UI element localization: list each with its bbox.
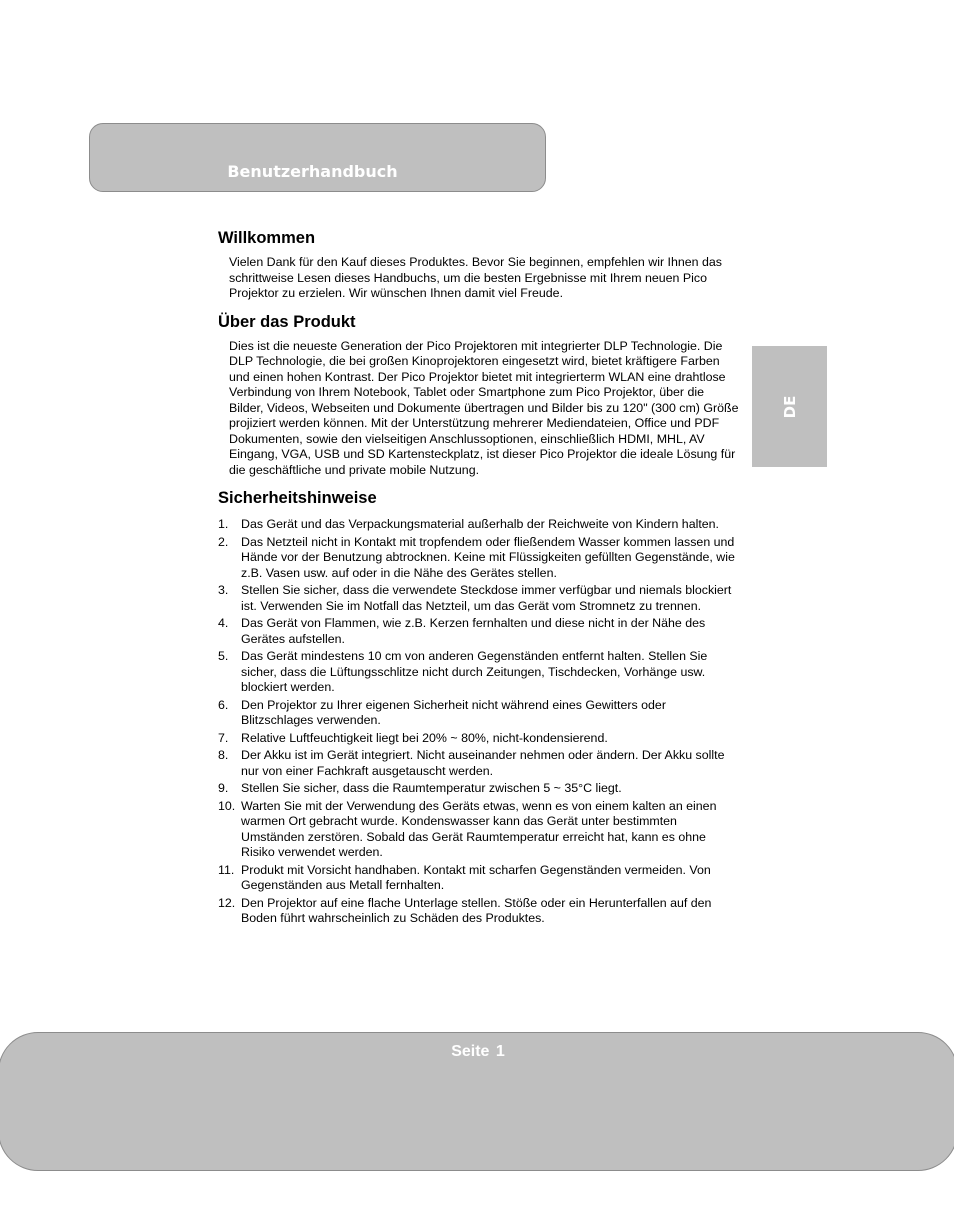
- list-item-number: 12.: [218, 895, 236, 910]
- welcome-text: Vielen Dank für den Kauf dieses Produktes. Bevor Sie beginnen, empfehlen wir Ihnen das schrittweise Lesen dieses Handbuchs, um die besten Ergebnisse mit Ihrem neuen Pico Projektor zu erzielen. Wir wünschen Ihnen damit viel Freude.: [229, 255, 722, 300]
- list-item-number: 1.: [218, 517, 229, 531]
- list-item-text: Relative Luftfeuchtigkeit liegt bei 20% ~ 80%, nicht-kondensierend.: [241, 730, 608, 745]
- list-item-text: Der Akku ist im Gerät integriert. Nicht auseinander nehmen oder ändern. Der Akku sollte nur von einer Fachkraft ausgetauscht werden.: [241, 748, 725, 778]
- list-item-number: 2.: [218, 534, 229, 549]
- list-item: [218, 583, 740, 614]
- list-item-text: Das Netzteil nicht in Kontakt mit tropfendem oder fließendem Wasser kommen lassen und Hände vor der Benutzung abtrocknen. Keine mit Flüssigkeiten gefüllten Gegenstände, wie z.B. Vasen usw. auf oder in die Nähe des Gerätes stellen.: [241, 534, 735, 580]
- list-item-number: 4.: [218, 616, 229, 630]
- list-item-text: Das Gerät und das Verpackungsmaterial außerhalb der Reichweite von Kindern halten.: [241, 517, 720, 531]
- list-item: [218, 748, 740, 779]
- list-item: [218, 863, 740, 894]
- document-title: Benutzerhandbuch: [227, 162, 398, 181]
- language-label: DE: [780, 395, 799, 418]
- list-item: [218, 649, 740, 696]
- list-item: [218, 799, 740, 861]
- main-content: [218, 228, 740, 929]
- list-item: [218, 781, 740, 797]
- list-item-text: Produkt mit Vorsicht handhaben. Kontakt mit scharfen Gegenständen vermeiden. Von Gegenständen aus Metall fernhalten.: [241, 862, 711, 892]
- list-item: [218, 517, 740, 533]
- footer-band: [0, 1032, 954, 1171]
- list-item-number: 7.: [218, 730, 229, 745]
- list-item-number: 6.: [218, 697, 229, 712]
- header-tab: [89, 123, 546, 192]
- language-tab: [752, 346, 827, 467]
- about-text: Dies ist die neueste Generation der Pico Projektoren mit integrierter DLP Technologie. Die DLP Technologie, die bei großen Kinoprojektoren eingesetzt wird, bietet kräftigere Farben und einen hohen Kontrast. Der Pico Projektor bietet mit integrierterm WLAN eine drahtlose Verbindung von Ihrem Notebook, Tablet oder Smartphone zum Pico Projektor, über die Bilder, Videos, Webseiten und Dokumente übertragen und Bilder bis zu 120" (300 cm) Größe projiziert werden können. Mit der Unterstützung mehrerer Mediendateien, Office und PDF Dokumenten, sowie den vielseitigen Anschlussoptionen, einschließlich HDMI, MHL, AV Eingang, VGA, USB und SD Kartensteckplatz, ist dieser Pico Projektor die ideale Lösung für die geschäftliche und private mobile Nutzung.: [229, 338, 739, 477]
- list-item-number: 10.: [218, 798, 236, 813]
- list-item: [218, 731, 740, 747]
- list-item-text: Warten Sie mit der Verwendung des Geräts etwas, wenn es von einem kalten an einen warmen Ort gebracht wurde. Kondenswasser kann das Gerät unter bestimmten Umständen zerstören. Sobald das Gerät Raumtemperatur erreicht hat, kann es ohne Risiko verwendet werden.: [241, 798, 717, 859]
- list-item-text: Das Gerät von Flammen, wie z.B. Kerzen fernhalten und diese nicht in der Nähe des Gerätes aufstellen.: [241, 616, 706, 646]
- list-item-number: 11.: [218, 862, 235, 877]
- about-heading: Über das Produkt: [218, 312, 356, 331]
- list-item: [218, 616, 740, 647]
- welcome-heading: Willkommen: [218, 229, 316, 247]
- list-item: [218, 535, 740, 582]
- list-item-number: 5.: [218, 649, 229, 663]
- safety-list: [218, 517, 740, 927]
- list-item-number: 9.: [218, 781, 229, 795]
- safety-heading: Sicherheitshinweise: [218, 489, 377, 507]
- list-item: [218, 698, 740, 729]
- list-item: [218, 896, 740, 927]
- list-item-number: 8.: [218, 748, 229, 762]
- list-item-text: Das Gerät mindestens 10 cm von anderen Gegenständen entfernt halten. Stellen Sie sicher, dass die Lüftungsschlitze nicht durch Zeitungen, Tischdecken, Vorhänge usw. blockiert werden.: [241, 649, 708, 694]
- list-item-text: Stellen Sie sicher, dass die verwendete Steckdose immer verfügbar und niemals blockiert ist. Verwenden Sie im Notfall das Netzteil, um das Gerät vom Stromnetz zu trennen.: [241, 583, 732, 613]
- page-number: Seite 1: [451, 1043, 505, 1060]
- list-item-text: Den Projektor zu Ihrer eigenen Sicherheit nicht während eines Gewitters oder Blitzschlages verwenden.: [241, 697, 666, 727]
- list-item-text: Stellen Sie sicher, dass die Raumtemperatur zwischen 5 ~ 35°C liegt.: [241, 781, 622, 795]
- list-item-number: 3.: [218, 583, 229, 597]
- list-item-text: Den Projektor auf eine flache Unterlage stellen. Stöße oder ein Herunterfallen auf den Boden führt wahrscheinlich zu Schäden des Produktes.: [241, 895, 712, 925]
